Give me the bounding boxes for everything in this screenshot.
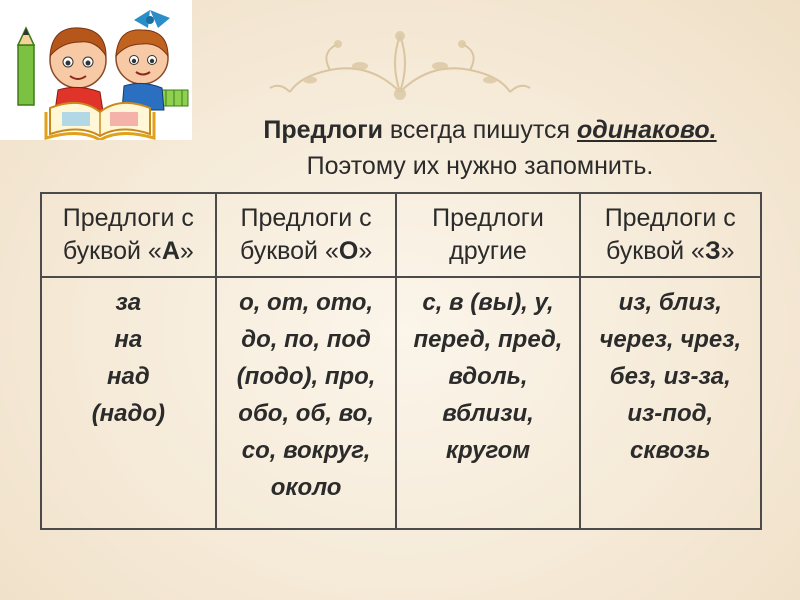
preposition-item: из, близ,	[618, 289, 722, 316]
preposition-item: вдоль,	[448, 363, 528, 390]
preposition-item: из-под,	[627, 400, 714, 427]
floral-ornament-icon	[250, 22, 550, 107]
heading-line-2: Поэтому их нужно запомнить.	[306, 152, 654, 180]
preposition-item: без, из-за,	[609, 363, 731, 390]
prepositions-table-wrapper	[40, 192, 762, 530]
heading-middle-text: всегда пишутся	[382, 116, 577, 144]
preposition-item: (подо), про,	[236, 363, 376, 390]
table-body-row	[41, 277, 761, 529]
preposition-item: через, чрез,	[599, 326, 742, 353]
table-header-row	[41, 193, 761, 277]
header-letter-a	[41, 193, 216, 277]
header-line-2-suffix: »	[358, 237, 373, 265]
preposition-item: перед, пред,	[413, 326, 563, 353]
header-letter: З	[704, 237, 721, 265]
header-line-2-suffix: »	[720, 237, 735, 265]
heading-bold-word: Предлоги	[263, 116, 383, 144]
preposition-item: обо, об, во,	[238, 400, 374, 427]
header-other	[396, 193, 579, 277]
header-line-2-prefix: буквой «	[239, 237, 339, 265]
header-line-1: Предлоги с	[62, 204, 194, 232]
preposition-item: сквозь	[629, 437, 711, 464]
preposition-item: с, в (вы), у,	[422, 289, 554, 316]
header-line-1: Предлоги с	[604, 204, 736, 232]
children-reading-book-icon	[0, 0, 192, 140]
header-line-1: Предлоги	[432, 204, 544, 232]
preposition-item: кругом	[445, 437, 531, 464]
preposition-item: за	[115, 289, 142, 316]
preposition-item: около	[270, 474, 342, 501]
preposition-item: (надо)	[91, 400, 166, 427]
header-line-1: Предлоги с	[240, 204, 372, 232]
preposition-item: о, от, ото,	[239, 289, 374, 316]
header-line-2-suffix: »	[179, 237, 194, 265]
header-letter: А	[161, 237, 180, 265]
heading-emphasis-word: одинаково.	[576, 116, 717, 144]
header-line-2-prefix: буквой «	[62, 237, 162, 265]
preposition-item: над	[107, 363, 150, 390]
header-letter: О	[338, 237, 359, 265]
preposition-item: на	[114, 326, 143, 353]
header-letter-z	[580, 193, 761, 277]
page-heading	[200, 112, 760, 184]
preposition-item: до, по, под	[241, 326, 371, 353]
column-letter-z-cell	[580, 277, 761, 529]
column-letter-o-cell	[216, 277, 397, 529]
preposition-item: вблизи,	[442, 400, 534, 427]
column-other-cell	[396, 277, 579, 529]
preposition-item: со, вокруг,	[241, 437, 371, 464]
header-line-2-prefix: буквой «	[606, 237, 705, 265]
column-letter-a-cell	[41, 277, 216, 529]
header-line-2-prefix: другие	[449, 237, 527, 265]
prepositions-table	[40, 192, 762, 530]
heading-line-1	[220, 112, 760, 148]
header-letter-o	[216, 193, 397, 277]
